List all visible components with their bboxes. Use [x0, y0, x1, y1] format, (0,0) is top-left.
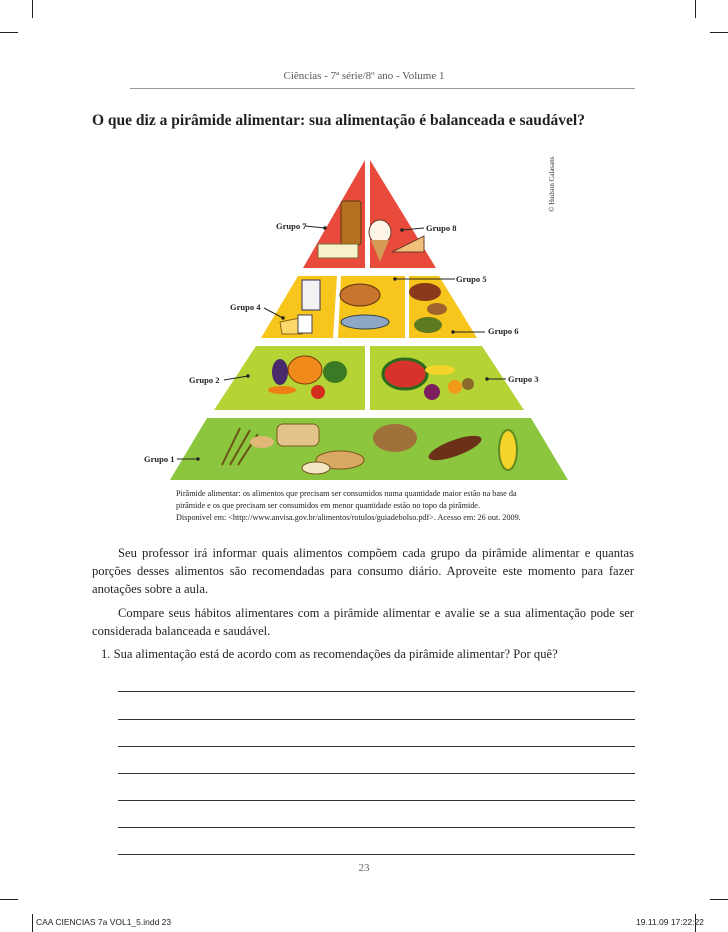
bread-loaf [277, 424, 319, 446]
paragraph-text: Seu professor irá informar quais alimentos compõem cada grupo da pirâmide alimentar e quantas porções desses alimentos são recomendadas para consumo diário. Aproveite este momento para fazer anotações sobre a aula. [92, 546, 634, 596]
crop-mark [710, 899, 728, 900]
orange [448, 380, 462, 394]
nuts [427, 303, 447, 315]
yogurt [298, 315, 312, 333]
caption-line: Pirâmide alimentar: os alimentos que precisam ser consumidos numa quantidade maior estão na base da [176, 489, 517, 498]
label-grupo-5: Grupo 5 [456, 274, 487, 284]
bread-roll [250, 436, 274, 448]
paragraph-text: Compare seus hábitos alimentares com a pirâmide alimentar e avalie se a sua alimentação pode ser considerada balanceada e saudável. [92, 606, 634, 638]
label-grupo-8: Grupo 8 [426, 223, 457, 233]
milk-carton [302, 280, 320, 310]
running-header: Ciências - 7ª série/8º ano - Volume 1 [283, 70, 445, 82]
pumpkin [288, 356, 322, 384]
label-grupo-6: Grupo 6 [488, 326, 519, 336]
corn [499, 430, 517, 470]
footer-timestamp: 19.11.09 17:22:22 [636, 917, 704, 927]
footer-filename: CAA CIENCIAS 7a VOL1_5.indd 23 [36, 917, 172, 927]
answer-line[interactable] [118, 827, 635, 828]
image-credit: © Hudson Calasans [548, 156, 556, 212]
chicken [340, 284, 380, 306]
caption-line: pirâmide e os que precisam ser consumidos em menor quantidade estão no topo da pirâmide. [176, 501, 480, 510]
soda-can [341, 201, 361, 245]
carrot [268, 386, 296, 394]
figure-caption [176, 488, 576, 524]
answer-line[interactable] [118, 691, 635, 692]
page-title: O que diz a pirâmide alimentar: sua alimentação é balanceada e saudável? [92, 112, 585, 129]
butter [318, 244, 358, 258]
answer-line[interactable] [118, 854, 635, 855]
paragraph-intro [92, 544, 634, 598]
page-number: 23 [358, 862, 370, 874]
banana [425, 365, 455, 375]
caption-source: Disponível em: <http://www.anvisa.gov.br/alimentos/rotulos/guiadebolso.pdf>. Acesso em: 26 out. 2009. [176, 513, 521, 522]
label-grupo-1: Grupo 1 [144, 454, 175, 464]
answer-line[interactable] [118, 746, 635, 747]
crop-mark [0, 899, 18, 900]
paragraph-compare [92, 604, 634, 640]
answer-line[interactable] [118, 773, 635, 774]
sliced-bread [302, 462, 330, 474]
answer-line[interactable] [118, 719, 635, 720]
answer-line[interactable] [118, 800, 635, 801]
kiwi [462, 378, 474, 390]
broccoli [323, 361, 347, 383]
fish [341, 315, 389, 329]
grapes [424, 384, 440, 400]
peas [414, 317, 442, 333]
question-1: 1. Sua alimentação está de acordo com as recomendações da pirâmide alimentar? Por quê? [101, 647, 558, 661]
label-grupo-2: Grupo 2 [189, 375, 220, 385]
watermelon [383, 359, 427, 389]
beans [409, 283, 441, 301]
tomato [311, 385, 325, 399]
label-grupo-3: Grupo 3 [508, 374, 539, 384]
crop-mark [32, 914, 33, 932]
label-grupo-4: Grupo 4 [230, 302, 261, 312]
label-grupo-7: Grupo 7 [276, 221, 307, 231]
eggplant [272, 359, 288, 385]
potatoes [373, 424, 417, 452]
